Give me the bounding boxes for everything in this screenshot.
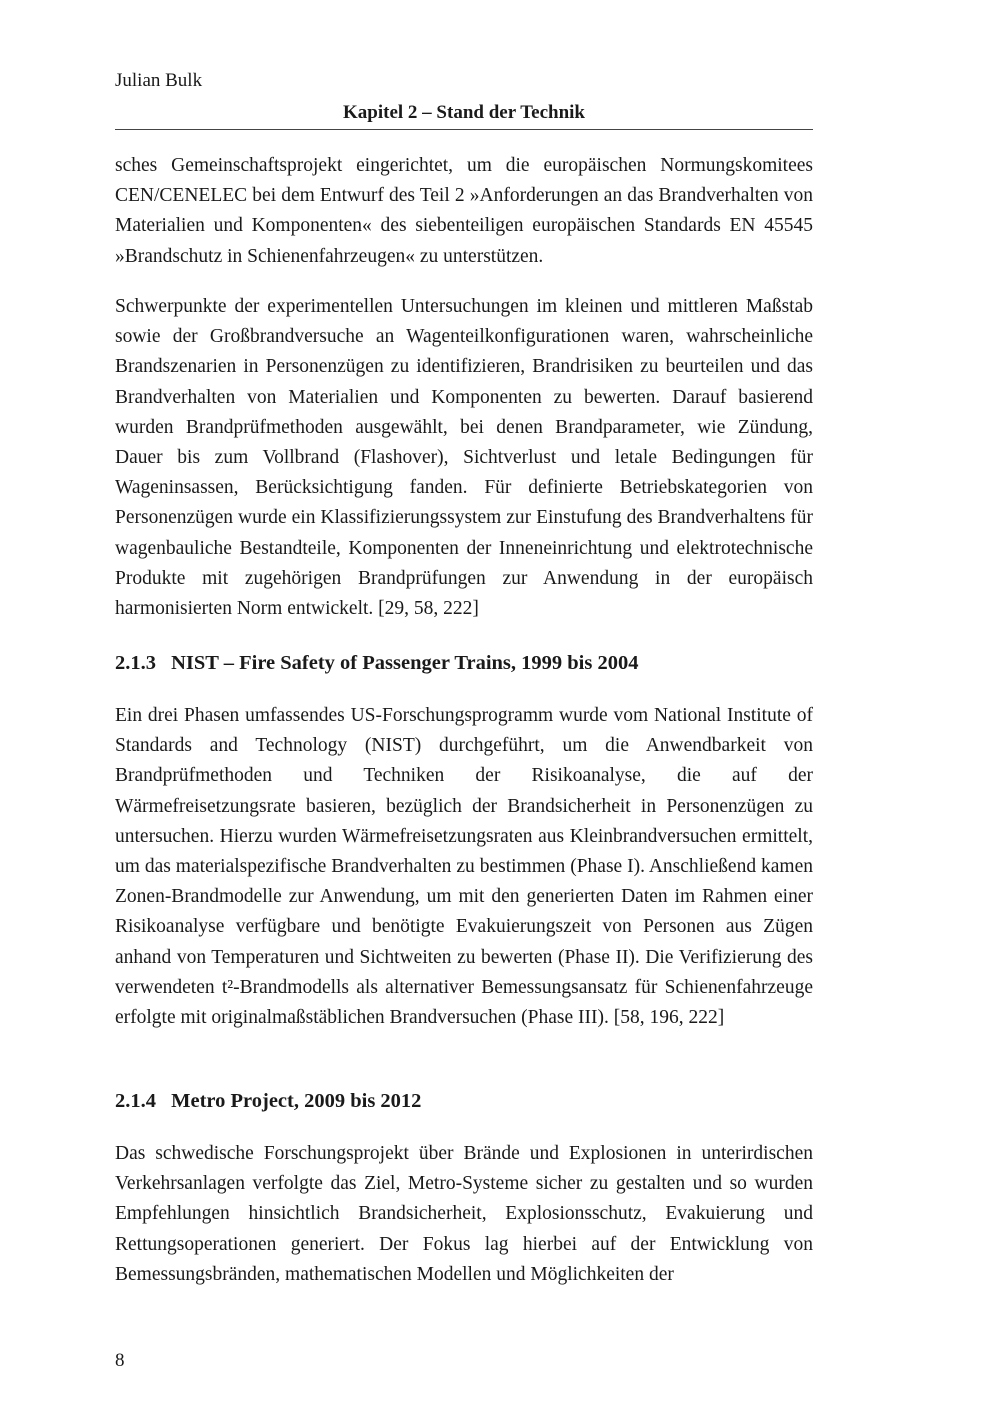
section-number: 2.1.3: [115, 652, 156, 674]
page-number: 8: [115, 1350, 125, 1371]
section-title: NIST – Fire Safety of Passenger Trains, 1999 bis 2004: [171, 652, 639, 674]
running-header-chapter: Kapitel 2 – Stand der Technik: [115, 102, 813, 130]
running-header-author: Julian Bulk: [115, 70, 203, 91]
paragraph-2: Schwerpunkte der experimentellen Untersuchungen im kleinen und mittleren Maßstab sowie der Großbrandversuche an Wagenteilkonfigurationen waren, wahrscheinliche Brandszenarien in Personenzügen zu identifizieren, Brandrisiken zu beurteilen und das Brandverhalten von Materialien und Komponenten zu bewerten. Darauf basierend wurden Brandprüfmethoden ausgewählt, bei denen Brandparameter, wie Zündung, Dauer bis zum Vollbrand (Flashover), Sichtverlust und letale Bedingungen für Wageninsassen, Berücksichtigung fanden. Für definierte Betriebskategorien von Personenzügen wurde ein Klassifizierungssystem zur Einstufung des Brandverhaltens für wagenbauliche Bestandteile, Komponenten der Inneneinrichtung und elektrotechnische Produkte mit zugehörigen Brandprüfungen zur Anwendung in der europäisch harmonisierten Norm entwickelt. [29, 58, 222]: [115, 296, 813, 620]
section-heading-2-1-4: [115, 1090, 813, 1113]
section-title: Metro Project, 2009 bis 2012: [171, 1090, 422, 1112]
paragraph-4: Das schwedische Forschungsprojekt über Brände und Explosionen in unterirdischen Verkehrsanlagen verfolgte das Ziel, Metro-Systeme sicher zu gestalten und so wurden Empfehlungen hinsichtlich Brandsicherheit, Explosionsschutz, Evakuierung und Rettungsoperationen generiert. Der Fokus lag hierbei auf der Entwicklung von Bemessungsbränden, mathematischen Modellen und Möglichkeiten der: [115, 1143, 813, 1285]
paragraph-1: sches Gemeinschaftsprojekt eingerichtet, um die europäischen Normungskomitees CEN/CENELEC bei dem Entwurf des Teil 2 »Anforderungen an das Brandverhalten von Materialien und Komponenten« des siebenteiligen europäischen Standards EN 45545 »Brandschutz in Schienenfahrzeugen« zu unterstützen.: [115, 155, 813, 267]
section-heading-2-1-3: [115, 652, 813, 675]
section-number: 2.1.4: [115, 1090, 156, 1112]
paragraph-3: Ein drei Phasen umfassendes US-Forschungsprogramm wurde vom National Institute of Standards and Technology (NIST) durchgeführt, um die Anwendbarkeit von Brandprüfmethoden und Techniken der Risikoanalyse, die auf der Wärmefreisetzungsrate basieren, bezüglich der Brandsicherheit in Personenzügen zu untersuchen. Hierzu wurden Wärmefreisetzungsraten aus Kleinbrandversuchen ermittelt, um das materialspezifische Brandverhalten zu bestimmen (Phase I). Anschließend kamen Zonen-Brandmodelle zur Anwendung, um mit den generierten Daten im Rahmen einer Risikoanalyse verfügbare und benötigte Evakuierungszeit von Personen aus Zügen anhand von Temperaturen und Sichtweiten zu bewerten (Phase II). Die Verifizierung des verwendeten t²-Brandmodells als alternativer Bemessungsansatz für Schienenfahrzeuge erfolgte mit originalmaßstäblichen Brandversuchen (Phase III). [58, 196, 222]: [115, 705, 813, 1029]
